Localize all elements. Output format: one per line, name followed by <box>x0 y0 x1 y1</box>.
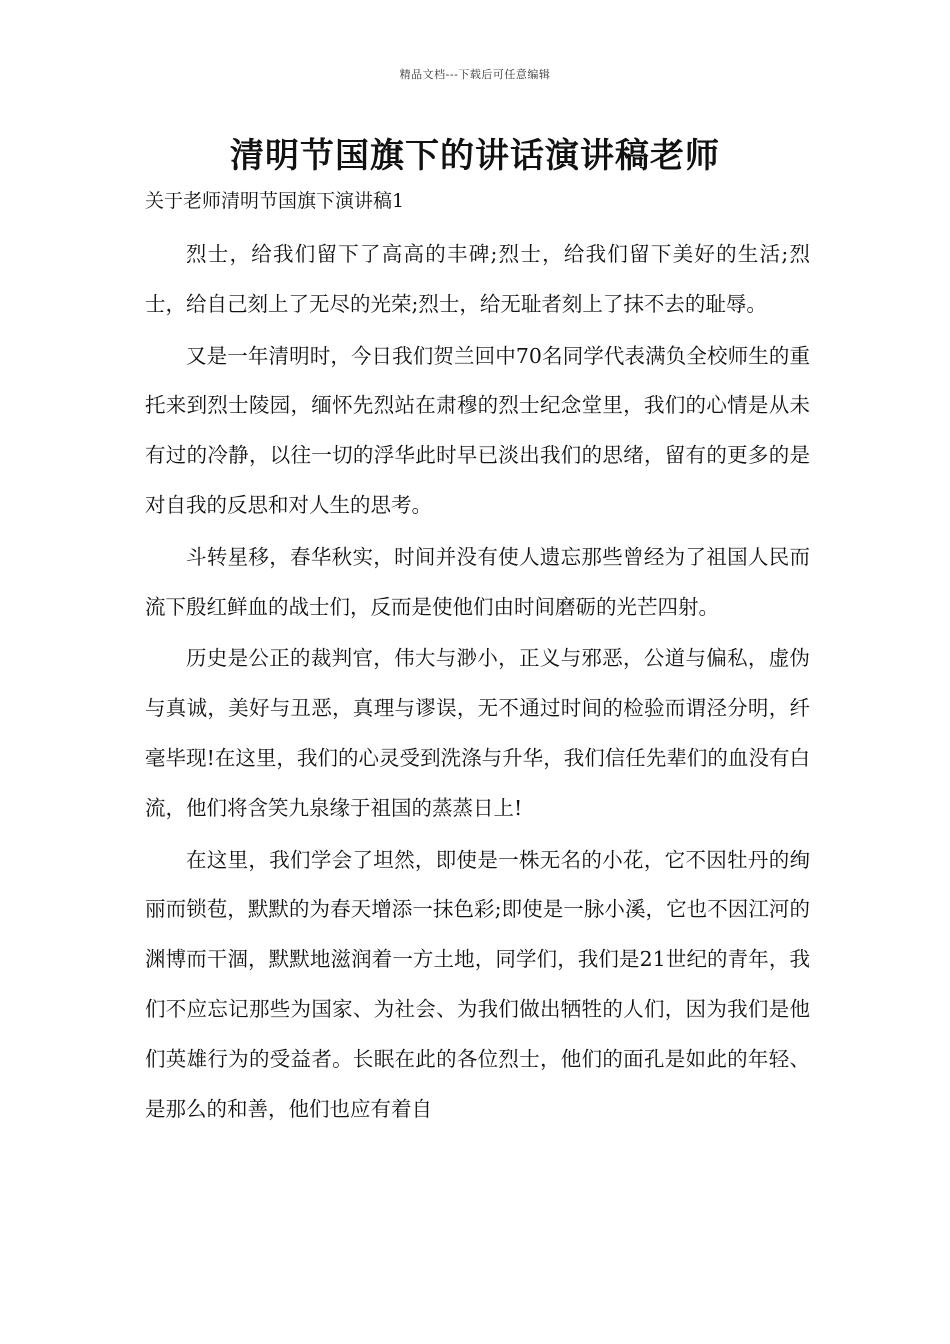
paragraph: 历史是公正的裁判官，伟大与渺小，正义与邪恶，公道与偏私，虚伪与真诚，美好与丑恶，真理与谬误，无不通过时间的检验而谓泾分明，纤毫毕现!在这里，我们的心灵受到洗涤与升华，我们信任先辈们的血没有白流，他们将含笑九泉缘于祖国的蒸蒸日上! <box>145 646 810 820</box>
document-subtitle: 关于老师清明节国旗下演讲稿1 <box>145 190 405 212</box>
paragraph: 斗转星移，春华秋实，时间并没有使人遗忘那些曾经为了祖国人民而流下殷红鲜血的战士们，反而是使他们由时间磨砺的光芒四射。 <box>145 544 810 619</box>
paragraph: 在这里，我们学会了坦然，即使是一株无名的小花，它不因牡丹的绚丽而锁苞，默默的为春天增添一抹色彩;即使是一脉小溪，它也不因江河的渊博而干涸，默默地滋润着一方土地，同学们，我们是21世纪的青年，我们不应忘记那些为国家、为社会、为我们做出牺牲的人们，因为我们是他们英雄行为的受益者。长眠在此的各位烈士，他们的面孔是如此的年轻、是那么的和善，他们也应有着自 <box>145 847 810 1121</box>
paragraph: 烈士，给我们留下了高高的丰碑;烈士，给我们留下美好的生活;烈士，给自己刻上了无尽的光荣;烈士，给无耻者刻上了抹不去的耻辱。 <box>145 242 810 316</box>
paragraph: 又是一年清明时，今日我们贺兰回中70名同学代表满负全校师生的重托来到烈士陵园，缅怀先烈站在肃穆的烈士纪念堂里，我们的心情是从未有过的冷静，以往一切的浮华此时早已淡出我们的思绪，留有的更多的是对自我的反思和对人生的思考。 <box>145 343 810 517</box>
page-title: 清明节国旗下的讲话演讲稿老师 <box>230 136 720 176</box>
document-body <box>145 230 810 1136</box>
header-note: 精品文档---下载后可任意编辑 <box>399 68 551 81</box>
